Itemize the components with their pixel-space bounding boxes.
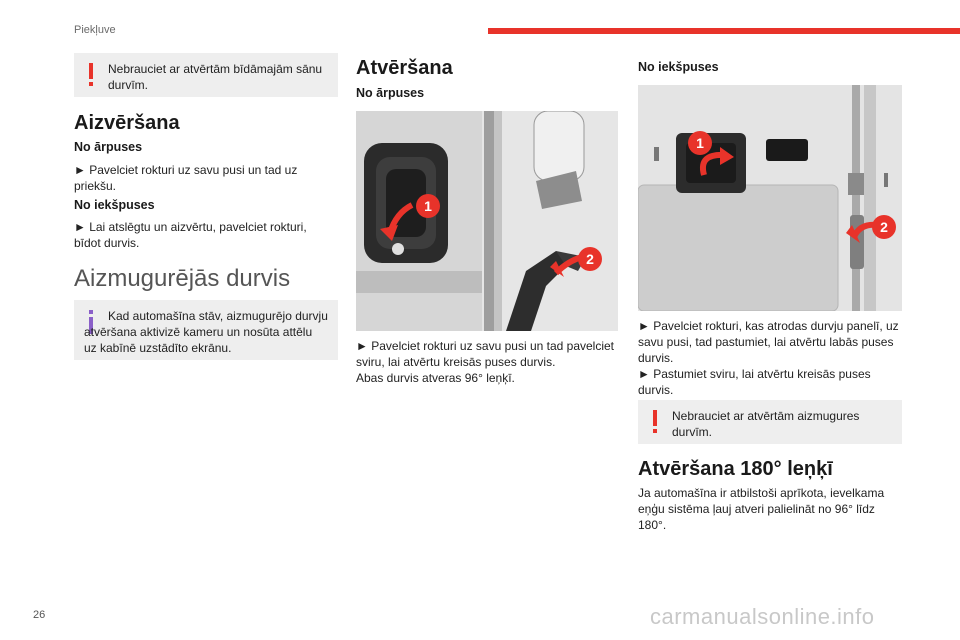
rear-doors-title: Aizmugurējās durvis xyxy=(74,265,291,292)
opening-outside-title: No ārpuses xyxy=(356,86,425,100)
warning-text: Nebrauciet ar atvērtām aizmugures durvīm. xyxy=(672,409,860,439)
opening-angle-text: Abas durvis atveras 96° leņķī. xyxy=(356,371,515,385)
opening-180-title: Atvēršana 180° leņķī xyxy=(638,458,833,480)
warning-icon xyxy=(88,63,94,87)
opening-inside-text: ► Pavelciet rokturi, kas atrodas durvju panelī, uz savu pusi, tad pastumiet, lai atvērtu labās puses durvis. xyxy=(638,319,899,365)
page-number: 26 xyxy=(33,609,46,621)
figure-inside-handle xyxy=(638,85,902,311)
warning-icon xyxy=(652,410,658,434)
closing-inside-text: ► Lai atslēgtu un aizvērtu, pavelciet rokturi, bīdot durvis. xyxy=(74,220,307,250)
interior-door-illustration xyxy=(638,85,902,311)
opening-inside-title: No iekšpuses xyxy=(638,60,719,74)
watermark: carmanualsonline.info xyxy=(650,604,875,629)
figure-outside-handle xyxy=(356,111,618,331)
info-text: Kad automašīna stāv, aizmugurējo durvju atvēršana aktivizē kameru un nosūta attēlu uz kabīnē uzstādīto ekrānu. xyxy=(84,309,328,355)
callout-1: 1 xyxy=(424,198,432,214)
header-accent-bar xyxy=(488,28,960,34)
opening-180-text: Ja automašīna ir atbilstoši aprīkota, ievelkama eņģu sistēma ļauj atveri palielināt no 96° līdz 180°. xyxy=(638,486,885,532)
opening-lever-text: ► Pastumiet sviru, lai atvērtu kreisās puses durvis. xyxy=(638,367,871,397)
callout-2: 2 xyxy=(586,251,594,267)
closing-outside-title: No ārpuses xyxy=(74,140,143,154)
closing-outside-text: ► Pavelciet rokturi uz savu pusi un tad uz priekšu. xyxy=(74,163,298,193)
warning-notice-rear-doors xyxy=(638,400,902,444)
warning-notice-sliding-doors xyxy=(74,53,338,97)
opening-outside-text: ► Pavelciet rokturi uz savu pusi un tad pavelciet sviru, lai atvērtu kreisās puses durvis. xyxy=(356,339,615,369)
callout-2: 2 xyxy=(880,219,888,235)
info-notice-camera xyxy=(74,300,338,360)
warning-text: Nebrauciet ar atvērtām bīdāmajām sānu durvīm. xyxy=(108,62,323,92)
door-handle-illustration xyxy=(356,111,618,331)
closing-inside-title: No iekšpuses xyxy=(74,198,155,212)
callout-1: 1 xyxy=(696,135,704,151)
header-section-label: Piekļuve xyxy=(74,24,116,36)
closing-title: Aizvēršana xyxy=(74,112,180,134)
opening-title: Atvēršana xyxy=(356,57,453,79)
